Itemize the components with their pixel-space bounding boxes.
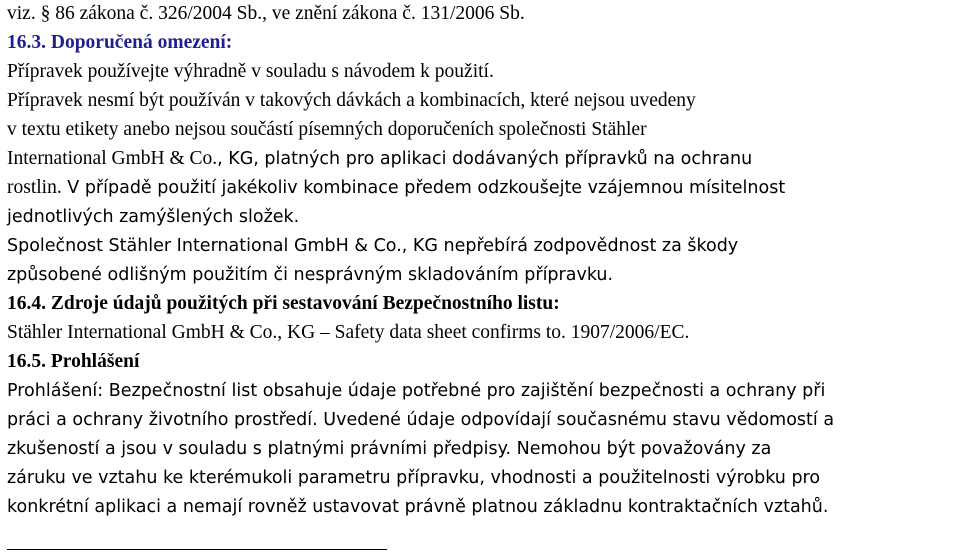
text-line	[7, 176, 785, 200]
section-heading-16-4	[7, 292, 560, 316]
text-segment: Společnost Stähler International GmbH & Co.	[7, 236, 402, 256]
text-segment: International GmbH & Co.	[7, 148, 218, 169]
text-segment: , KG nepřebírá zodpovědnost za škody	[401, 236, 739, 256]
text-line: zkušeností a jsou v souladu s platnými právními předpisy. Nemohou být považovány za	[7, 439, 772, 459]
text-line: Přípravek nesmí být používán v takových dávkách a kombinacích, které nejsou uvedeny	[7, 90, 696, 111]
text-line: konkrétní aplikaci a nemají rovněž ustavovat právně platnou základnu kontraktačních vztahů.	[7, 497, 829, 517]
text-line: Přípravek používejte výhradně v souladu s návodem k použití.	[7, 61, 494, 82]
text-line: práci a ochrany životního prostředí. Uvedené údaje odpovídají současnému stavu vědomostí a	[7, 410, 835, 430]
text-line: způsobené odlišným použitím či nesprávným skladováním přípravku.	[7, 265, 614, 285]
text-line-legal-reference: viz. § 86 zákona č. 326/2004 Sb., ve znění zákona č. 131/2006 Sb.	[7, 3, 525, 24]
section-title: Zdroje údajů použitých při sestavování Bezpečnostního listu:	[46, 293, 560, 314]
section-heading-16-5	[7, 350, 139, 374]
text-segment: V případě použití jakékoliv kombinace předem odzkoušejte vzájemnou mísitelnost	[61, 178, 786, 198]
horizontal-rule	[7, 549, 387, 550]
text-segment: , KG, platných pro aplikaci dodávaných přípravků na ochranu	[217, 149, 753, 169]
text-line	[7, 147, 752, 171]
text-line: jednotlivých zamýšlených složek.	[7, 207, 300, 227]
text-line: Prohlášení: Bezpečnostní list obsahuje údaje potřebné pro zajištění bezpečnosti a ochrany při	[7, 381, 826, 401]
text-segment: rostlin.	[7, 177, 62, 198]
text-line	[7, 234, 738, 258]
section-title: Prohlášení	[46, 351, 140, 372]
section-heading-16-3: 16.3. Doporučená omezení:	[7, 32, 233, 53]
section-number: 16.4.	[7, 293, 46, 314]
text-line: v textu etikety anebo nejsou součástí písemných doporučeních společnosti Stähler	[7, 119, 647, 140]
section-number: 16.5.	[7, 351, 46, 372]
text-line: Stähler International GmbH & Co., KG – Safety data sheet confirms to. 1907/2006/EC.	[7, 322, 690, 343]
text-line: záruku ve vztahu ke kterémukoli parametru přípravku, vhodnosti a použitelnosti výrobku pro	[7, 468, 821, 488]
